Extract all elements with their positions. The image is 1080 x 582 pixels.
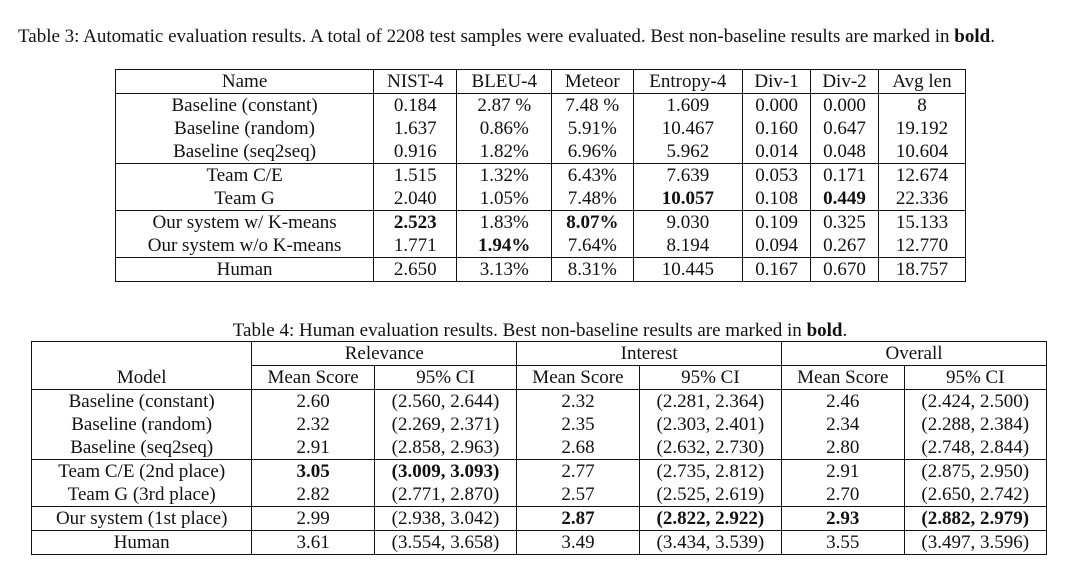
table4-column-header: 95% CI (639, 366, 781, 390)
table-cell: 10.604 (878, 140, 965, 164)
table-cell: 0.048 (811, 140, 879, 164)
table-cell: 0.000 (743, 94, 811, 118)
table-cell: 2.650 (374, 258, 457, 282)
table-cell: 10.445 (633, 258, 743, 282)
table-cell: 0.160 (743, 117, 811, 140)
table-row (116, 211, 966, 235)
table-cell: Baseline (random) (116, 117, 374, 140)
table-cell: 3.61 (252, 531, 374, 555)
table-cell: Team C/E (2nd place) (32, 460, 252, 484)
table-cell (517, 507, 639, 531)
table-cell: 1.32% (457, 164, 552, 188)
table-cell: 2.32 (517, 390, 639, 414)
table-cell: 2.87 % (457, 94, 552, 118)
table-cell: 18.757 (878, 258, 965, 282)
table-cell: 2.68 (517, 436, 639, 460)
table-row (32, 460, 1047, 484)
table-cell: 0.167 (743, 258, 811, 282)
table-cell: (3.497, 3.596) (904, 531, 1046, 555)
table-cell: 6.96% (552, 140, 633, 164)
table-cell: Team C/E (116, 164, 374, 188)
table-row (32, 531, 1047, 555)
table3-column-header: Div-2 (811, 70, 879, 94)
table-cell: Baseline (seq2seq) (32, 436, 252, 460)
table-cell: 5.962 (633, 140, 743, 164)
table-cell: Human (32, 531, 252, 555)
table-cell: 8 (878, 94, 965, 118)
table-cell: Our system (1st place) (32, 507, 252, 531)
table4-subheader-row (32, 366, 1047, 390)
table-row (32, 413, 1047, 436)
table-cell: Human (116, 258, 374, 282)
table4-group-header: Relevance (252, 342, 517, 366)
table3-caption-suffix: . (990, 26, 995, 47)
table-cell: (2.748, 2.844) (904, 436, 1046, 460)
table-cell: Baseline (random) (32, 413, 252, 436)
table-row (32, 436, 1047, 460)
table-cell (552, 211, 633, 235)
table-cell: (2.875, 2.950) (904, 460, 1046, 484)
human-evaluation-table (31, 341, 1047, 555)
table-row (32, 483, 1047, 507)
table4-group-header: Interest (517, 342, 782, 366)
table-cell: 2.35 (517, 413, 639, 436)
table-cell: 2.57 (517, 483, 639, 507)
table-cell: 6.43% (552, 164, 633, 188)
table-cell: 3.49 (517, 531, 639, 555)
table-cell: (2.525, 2.619) (639, 483, 781, 507)
table-cell: Team G (116, 187, 374, 211)
table-cell: 3.55 (782, 531, 904, 555)
table-cell: (2.303, 2.401) (639, 413, 781, 436)
table-cell: 2.77 (517, 460, 639, 484)
table-cell: (2.281, 2.364) (639, 390, 781, 414)
table-cell-bold: (3.009, 3.093) (391, 461, 500, 482)
table-cell: 1.609 (633, 94, 743, 118)
table-cell: 7.48% (552, 187, 633, 211)
table-cell: 2.70 (782, 483, 904, 507)
table-row (116, 164, 966, 188)
table4-group-row (32, 342, 1047, 366)
table-cell: 0.267 (811, 234, 879, 258)
table-cell: 0.053 (743, 164, 811, 188)
table4-caption (0, 320, 1080, 342)
table-cell: 1.771 (374, 234, 457, 258)
table4-column-header: Model (32, 366, 252, 390)
table-cell: 0.86% (457, 117, 552, 140)
table3-column-header: Name (116, 70, 374, 94)
table-cell: 2.040 (374, 187, 457, 211)
table-cell: (2.560, 2.644) (374, 390, 516, 414)
table-cell: 2.34 (782, 413, 904, 436)
table-cell: (2.938, 3.042) (374, 507, 516, 531)
table-cell: 1.05% (457, 187, 552, 211)
table-cell: (2.771, 2.870) (374, 483, 516, 507)
table-cell: 1.637 (374, 117, 457, 140)
table-cell: 2.82 (252, 483, 374, 507)
table-row (116, 94, 966, 118)
table4-column-header: Mean Score (252, 366, 374, 390)
table-cell: 9.030 (633, 211, 743, 235)
table-cell: 22.336 (878, 187, 965, 211)
table-cell-bold: 1.94% (478, 235, 531, 256)
table-cell: Baseline (constant) (116, 94, 374, 118)
table-cell: 0.094 (743, 234, 811, 258)
table4-caption-bold: bold (806, 320, 843, 341)
table-cell: Baseline (seq2seq) (116, 140, 374, 164)
table-cell: 2.60 (252, 390, 374, 414)
table-row (116, 117, 966, 140)
table-cell: 0.108 (743, 187, 811, 211)
table-cell (639, 507, 781, 531)
table-row (116, 140, 966, 164)
table3-body (116, 94, 966, 282)
table-cell: 0.647 (811, 117, 879, 140)
table-cell: 8.194 (633, 234, 743, 258)
table-cell: 2.91 (782, 460, 904, 484)
table4-corner-cell (32, 342, 252, 366)
table-cell: 7.64% (552, 234, 633, 258)
table-cell: (2.269, 2.371) (374, 413, 516, 436)
table3-column-header: Avg len (878, 70, 965, 94)
table-row (32, 507, 1047, 531)
table-cell (811, 187, 879, 211)
table4-caption-text: Table 4: Human evaluation results. Best non-baseline results are marked in (232, 320, 802, 341)
table3-header-row (116, 70, 966, 94)
table-cell: 2.99 (252, 507, 374, 531)
table-cell: (3.554, 3.658) (374, 531, 516, 555)
table3-caption-text: Table 3: Automatic evaluation results. A total of 2208 test samples were evaluated. Best non-baseline results are marked in (18, 26, 950, 47)
table-cell (782, 507, 904, 531)
table-cell: 0.325 (811, 211, 879, 235)
table-cell: 1.83% (457, 211, 552, 235)
table-cell-bold: 2.523 (393, 212, 437, 233)
table-cell: Our system w/ K-means (116, 211, 374, 235)
table-cell: (2.650, 2.742) (904, 483, 1046, 507)
table-row (32, 390, 1047, 414)
table-cell: 2.91 (252, 436, 374, 460)
table3-caption-bold: bold (954, 26, 991, 47)
table3-column-header: Meteor (552, 70, 633, 94)
table-cell: 5.91% (552, 117, 633, 140)
table-cell-bold: 2.93 (826, 508, 860, 529)
table4-column-header: Mean Score (782, 366, 904, 390)
table-cell: 12.674 (878, 164, 965, 188)
table-cell: (2.858, 2.963) (374, 436, 516, 460)
table-cell: (3.434, 3.539) (639, 531, 781, 555)
table-row (116, 187, 966, 211)
table-cell: Team G (3rd place) (32, 483, 252, 507)
table3-column-header: BLEU-4 (457, 70, 552, 94)
table-cell: 0.171 (811, 164, 879, 188)
table-cell-bold: (2.882, 2.979) (921, 508, 1030, 529)
table3-column-header: NIST-4 (374, 70, 457, 94)
table-cell (374, 211, 457, 235)
table-cell: (2.632, 2.730) (639, 436, 781, 460)
table-cell: 0.109 (743, 211, 811, 235)
table3-caption (18, 26, 1073, 48)
table-cell: 0.014 (743, 140, 811, 164)
table-cell (457, 234, 552, 258)
table-row (116, 234, 966, 258)
table-cell (374, 460, 516, 484)
table-cell: 2.80 (782, 436, 904, 460)
table-cell: 7.48 % (552, 94, 633, 118)
table4-caption-suffix: . (842, 320, 848, 341)
table3-column-header: Div-1 (743, 70, 811, 94)
table-cell-bold: (2.822, 2.922) (656, 508, 765, 529)
table-cell: 8.31% (552, 258, 633, 282)
table4-column-header: Mean Score (517, 366, 639, 390)
table-cell: 2.32 (252, 413, 374, 436)
table-cell: 2.46 (782, 390, 904, 414)
table-cell: 1.515 (374, 164, 457, 188)
table-cell-bold: 0.449 (823, 188, 866, 209)
table-cell: 10.467 (633, 117, 743, 140)
table-cell: Our system w/o K-means (116, 234, 374, 258)
table-cell: 3.13% (457, 258, 552, 282)
table-cell: (2.424, 2.500) (904, 390, 1046, 414)
automatic-evaluation-table (115, 69, 966, 282)
table-cell: 0.000 (811, 94, 879, 118)
table3-column-header: Entropy-4 (633, 70, 743, 94)
table-cell (633, 187, 743, 211)
table-cell: 1.82% (457, 140, 552, 164)
table-cell (252, 460, 374, 484)
table-cell: 12.770 (878, 234, 965, 258)
table4-group-header: Overall (782, 342, 1047, 366)
table-cell: 15.133 (878, 211, 965, 235)
table-row (116, 258, 966, 282)
table-cell-bold: 8.07% (566, 212, 619, 233)
table-cell: 0.184 (374, 94, 457, 118)
table-cell-bold: 2.87 (561, 508, 595, 529)
table-cell-bold: 3.05 (296, 461, 330, 482)
table-cell: Baseline (constant) (32, 390, 252, 414)
table-cell: 0.670 (811, 258, 879, 282)
table-cell (904, 507, 1046, 531)
table-cell: 19.192 (878, 117, 965, 140)
table4-column-header: 95% CI (904, 366, 1046, 390)
table-cell: (2.735, 2.812) (639, 460, 781, 484)
table-cell: 0.916 (374, 140, 457, 164)
table-cell-bold: 10.057 (661, 188, 714, 209)
table4-body (32, 390, 1047, 555)
table-cell: (2.288, 2.384) (904, 413, 1046, 436)
table-cell: 7.639 (633, 164, 743, 188)
table4-column-header: 95% CI (374, 366, 516, 390)
